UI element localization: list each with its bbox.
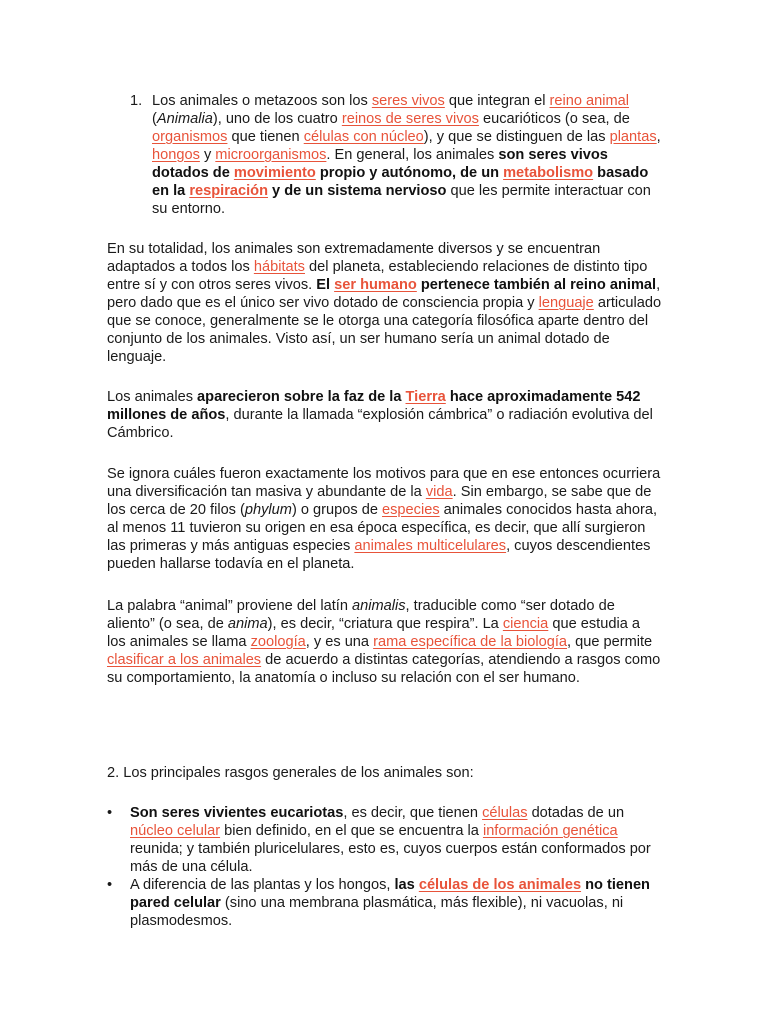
text: A diferencia de las plantas y los hongos,	[130, 877, 395, 893]
link-rama-biologia[interactable]: rama específica de la biología	[373, 634, 567, 650]
text: ), es decir, “criatura que respira”. La	[267, 616, 503, 632]
text: , y es una	[305, 634, 374, 650]
text: , que permite	[567, 634, 653, 650]
item-number: 1.	[130, 93, 143, 109]
link-zoologia[interactable]: zoología	[250, 634, 306, 650]
link-respiracion[interactable]: respiración	[189, 183, 268, 199]
bullet-icon: •	[107, 877, 113, 893]
text: El	[316, 277, 335, 293]
text: eucarióticos (o sea, de	[478, 111, 630, 127]
link-metabolismo[interactable]: metabolismo	[503, 165, 594, 181]
text: son seres vivos dotados de	[152, 147, 608, 181]
bullet-icon: •	[107, 805, 113, 821]
text: que les permite interactuar con su entorno.	[152, 183, 651, 217]
text: Se ignora cuáles fueron exactamente los motivos para que en ese entonces ocurriera una diversificación tan masiva y abundante de la	[107, 466, 661, 500]
traits-bullet-list	[107, 804, 667, 930]
link-habitats[interactable]: hábitats	[253, 259, 305, 275]
link-celulas-con-nucleo[interactable]: células con núcleo	[303, 129, 424, 145]
paragraph-etimologia	[107, 597, 662, 687]
link-celulas-animales[interactable]: células de los animales	[418, 877, 582, 893]
text: Los animales	[107, 389, 198, 405]
text: de acuerdo a distintas categorías, atendiendo a rasgos como su comportamiento, la anatomía o incluso su relación con el ser humano.	[107, 652, 661, 686]
link-organismos[interactable]: organismos	[152, 129, 228, 145]
link-tierra[interactable]: Tierra	[405, 389, 446, 405]
link-clasificar-animales[interactable]: clasificar a los animales	[107, 652, 262, 668]
italic-text: phylum	[244, 502, 292, 518]
paragraph-diversificacion	[107, 465, 662, 573]
link-informacion-genetica[interactable]: información genética	[482, 823, 618, 839]
link-ser-humano[interactable]: ser humano	[334, 277, 417, 293]
link-reino-animal[interactable]: reino animal	[549, 93, 630, 109]
text: del planeta, estableciendo relaciones de distinto tipo entre sí y con otros seres vivos.	[107, 259, 648, 293]
text: , es decir, que tienen	[343, 805, 483, 821]
italic-text: Animalia	[156, 111, 213, 127]
text: , traducible como “ser dotado de aliento” (o sea, de	[107, 598, 615, 632]
text: que estudia a los animales se llama	[107, 616, 640, 650]
item-text	[152, 92, 662, 218]
link-movimiento[interactable]: movimiento	[233, 165, 316, 181]
numbered-item-1	[130, 92, 662, 218]
link-nucleo-celular[interactable]: núcleo celular	[130, 823, 221, 839]
text: no tienen pared celular	[130, 877, 650, 911]
link-especies[interactable]: especies	[382, 502, 440, 518]
italic-text: animalis	[352, 598, 406, 614]
italic-text: anima	[227, 616, 268, 632]
text: animales conocidos hasta ahora, al menos 11 tuvieron su origen en esa época específica, es decir, que allí surgieron las primeras y más antiguas especies	[107, 502, 658, 554]
link-ciencia[interactable]: ciencia	[502, 616, 549, 632]
text: . Sin embargo, se sabe que de los cerca de 20 filos (	[107, 484, 652, 518]
text: ,	[656, 129, 661, 145]
bold-text	[316, 277, 656, 293]
text: La palabra “animal” proviene del latín	[107, 598, 352, 614]
text: (sino una membrana plasmática, más flexible), ni vacuolas, ni plasmodesmos.	[130, 895, 624, 929]
text: . En general, los animales	[326, 147, 499, 163]
link-plantas[interactable]: plantas	[609, 129, 657, 145]
text: , pero dado que es el único ser vivo dotado de consciencia propia y	[107, 277, 661, 311]
text: articulado que se conoce, generalmente se le otorga una categoría filosófica aparte dentro del conjunto de los animales. Visto así, un ser humano sería un animal dotado de lenguaje.	[107, 295, 662, 365]
text: reunida; y también pluricelulares, esto es, cuyos cuerpos están conformados por más de una célula.	[130, 841, 651, 875]
text: dotadas de un	[527, 805, 625, 821]
bold-text: Son seres vivientes eucariotas	[130, 805, 344, 821]
text: y	[199, 147, 216, 163]
text: las	[394, 877, 419, 893]
link-seres-vivos[interactable]: seres vivos	[371, 93, 445, 109]
numbered-item-2: 2. Los principales rasgos generales de los animales son:	[107, 765, 474, 781]
text: Los animales o metazoos son los	[152, 93, 372, 109]
link-animales-multicelulares[interactable]: animales multicelulares	[354, 538, 507, 554]
list-item	[107, 804, 667, 876]
text: , cuyos descendientes pueden hallarse todavía en el planeta.	[107, 538, 651, 572]
text: bien definido, en el que se encuentra la	[220, 823, 483, 839]
text: que integran el	[444, 93, 550, 109]
text: y de un sistema nervioso	[268, 183, 447, 199]
text: ), y que se distinguen de las	[423, 129, 610, 145]
text: pertenece también al reino animal	[416, 277, 657, 293]
link-vida[interactable]: vida	[425, 484, 453, 500]
link-lenguaje[interactable]: lenguaje	[538, 295, 594, 311]
text: aparecieron sobre la faz de la	[197, 389, 406, 405]
link-microorganismos[interactable]: microorganismos	[215, 147, 327, 163]
paragraph-totalidad	[107, 240, 662, 366]
text: que tienen	[227, 129, 304, 145]
paragraph-aparicion	[107, 388, 662, 442]
text: hace aproximadamente 542 millones de años	[107, 389, 641, 423]
link-hongos[interactable]: hongos	[152, 147, 200, 163]
link-celulas[interactable]: células	[482, 805, 528, 821]
text: ), uno de los cuatro	[212, 111, 342, 127]
link-reinos-seres-vivos[interactable]: reinos de seres vivos	[341, 111, 479, 127]
text: En su totalidad, los animales son extremadamente diversos y se encuentran adaptados a todos los	[107, 241, 601, 275]
text: , durante la llamada “explosión cámbrica” o radiación evolutiva del Cámbrico.	[107, 407, 653, 441]
text: basado en la	[152, 165, 649, 199]
list-item	[107, 876, 667, 930]
text: propio y autónomo, de un	[315, 165, 504, 181]
text: ) o grupos de	[291, 502, 383, 518]
text: (	[152, 111, 157, 127]
